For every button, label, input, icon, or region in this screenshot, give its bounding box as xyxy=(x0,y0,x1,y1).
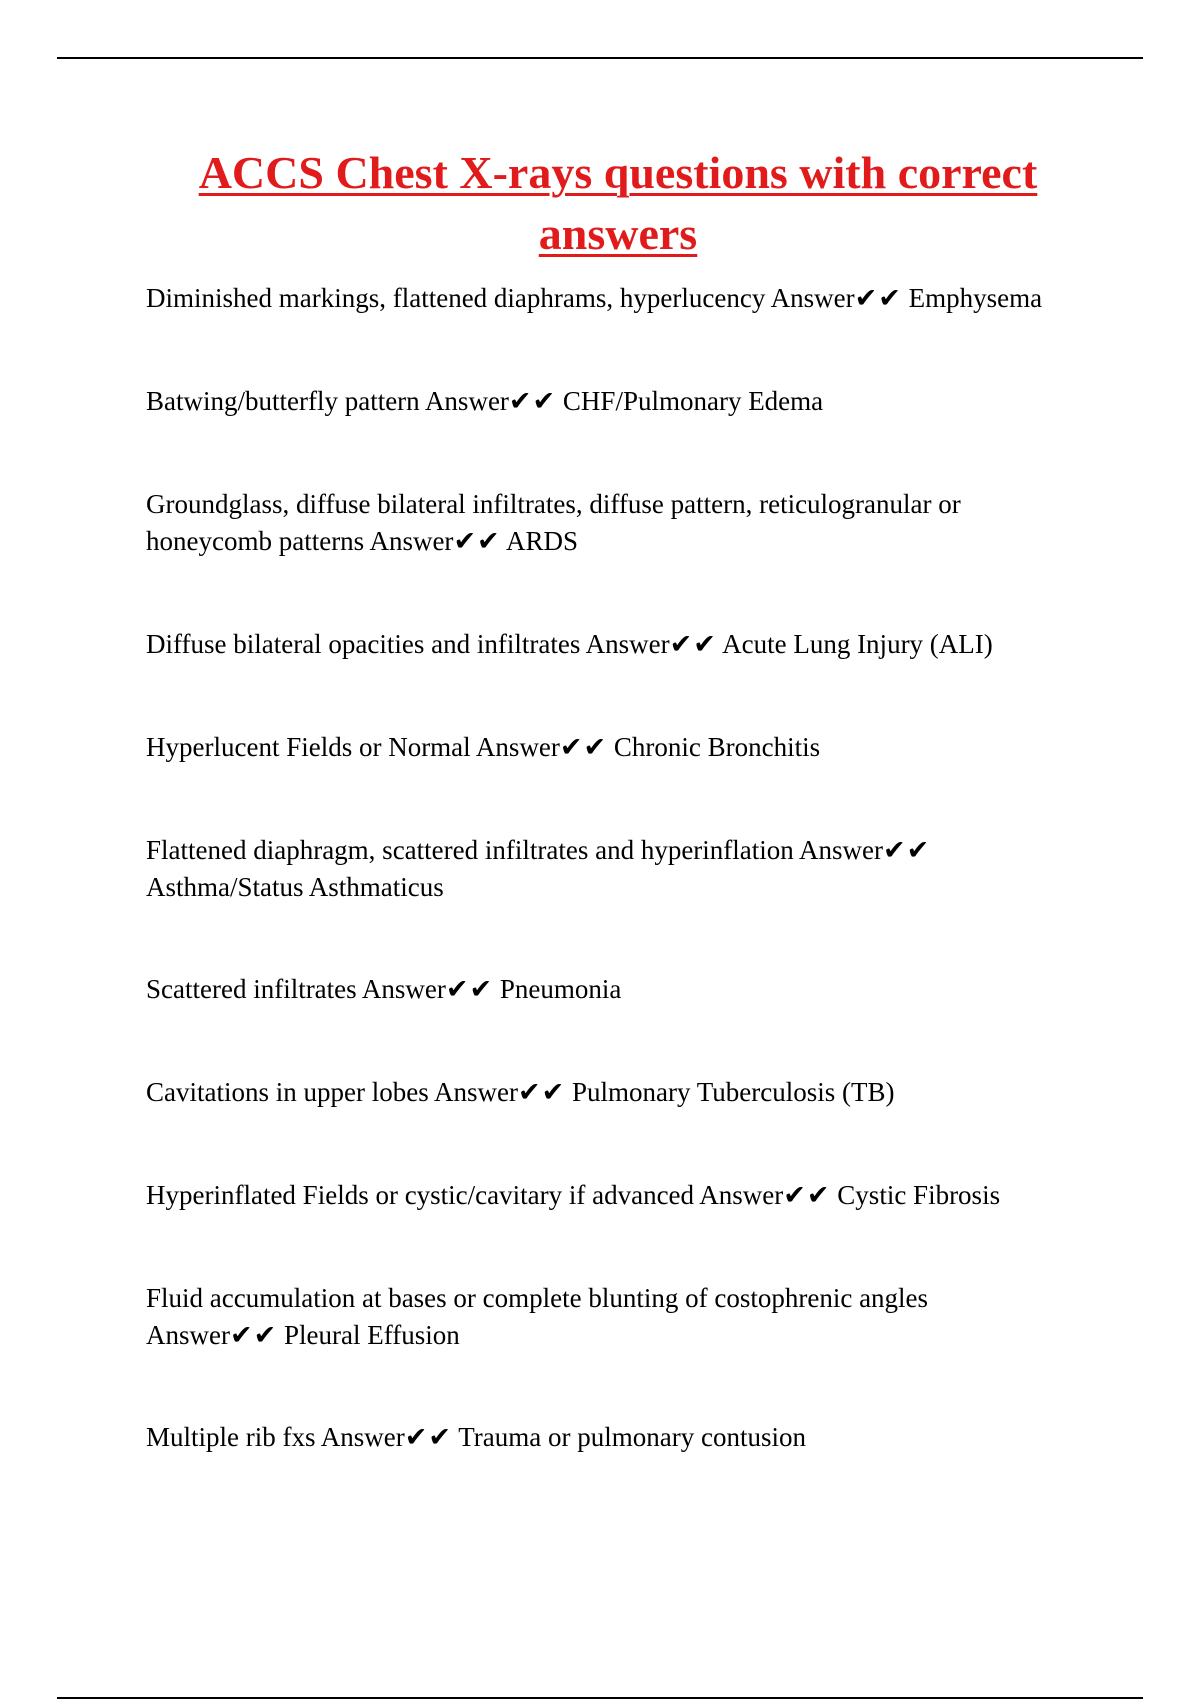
check-icon: ✔✔ xyxy=(508,386,557,416)
qa-item xyxy=(146,626,1146,663)
answer-text: Pneumonia xyxy=(499,974,622,1004)
question-text: Diffuse bilateral opacities and infiltrates Answer xyxy=(146,629,670,659)
answer-text: Chronic Bronchitis xyxy=(613,732,821,762)
question-text: Groundglass, diffuse bilateral infiltrates, diffuse pattern, reticulogranular or honeycomb patterns Answer xyxy=(146,489,961,556)
answer-text: CHF/Pulmonary Edema xyxy=(562,386,824,416)
top-rule xyxy=(57,57,1143,59)
qa-item xyxy=(146,729,1146,766)
answer-text: ARDS xyxy=(505,526,578,556)
check-icon: ✔✔ xyxy=(883,835,931,865)
check-icon: ✔✔ xyxy=(517,1077,566,1107)
qa-item xyxy=(146,383,1146,420)
question-text: Cavitations in upper lobes Answer xyxy=(146,1077,518,1107)
qa-item xyxy=(146,1280,1006,1354)
bottom-rule xyxy=(57,1697,1143,1699)
answer-text: Emphysema xyxy=(908,283,1043,313)
qa-item xyxy=(146,1074,1146,1111)
qa-item xyxy=(146,971,1146,1008)
answer-text: Pulmonary Tuberculosis (TB) xyxy=(571,1077,895,1107)
answer-text: Pleural Effusion xyxy=(283,1320,460,1350)
answer-text: Asthma/Status Asthmaticus xyxy=(146,872,444,902)
check-icon: ✔✔ xyxy=(445,974,494,1004)
qa-item xyxy=(146,1419,1146,1456)
check-icon: ✔✔ xyxy=(669,629,717,659)
question-text: Batwing/butterfly pattern Answer xyxy=(146,386,509,416)
qa-item xyxy=(146,486,1046,560)
answer-text: Acute Lung Injury (ALI) xyxy=(722,629,993,659)
answer-text: Cystic Fibrosis xyxy=(837,1180,1001,1210)
question-text: Multiple rib fxs Answer xyxy=(146,1422,405,1452)
qa-item xyxy=(146,1177,1146,1214)
page-title: ACCS Chest X-rays questions with correct answers xyxy=(198,147,1038,259)
qa-item xyxy=(146,832,986,906)
check-icon: ✔✔ xyxy=(783,1180,831,1210)
answer-text: Trauma or pulmonary contusion xyxy=(458,1422,806,1452)
check-icon: ✔✔ xyxy=(854,283,902,313)
question-text: Diminished markings, flattened diaphrams, hyperlucency Answer xyxy=(146,283,855,313)
question-text: Hyperlucent Fields or Normal Answer xyxy=(146,732,560,762)
question-text: Flattened diaphragm, scattered infiltrates and hyperinflation Answer xyxy=(146,835,884,865)
check-icon: ✔✔ xyxy=(559,732,608,762)
check-icon: ✔✔ xyxy=(229,1320,278,1350)
check-icon: ✔✔ xyxy=(404,1422,452,1452)
qa-item xyxy=(146,280,1146,317)
question-text: Fluid accumulation at bases or complete blunting of costophrenic angles Answer xyxy=(146,1283,929,1350)
question-text: Hyperinflated Fields or cystic/cavitary if advanced Answer xyxy=(146,1180,784,1210)
check-icon: ✔✔ xyxy=(453,526,501,556)
question-text: Scattered infiltrates Answer xyxy=(146,974,446,1004)
